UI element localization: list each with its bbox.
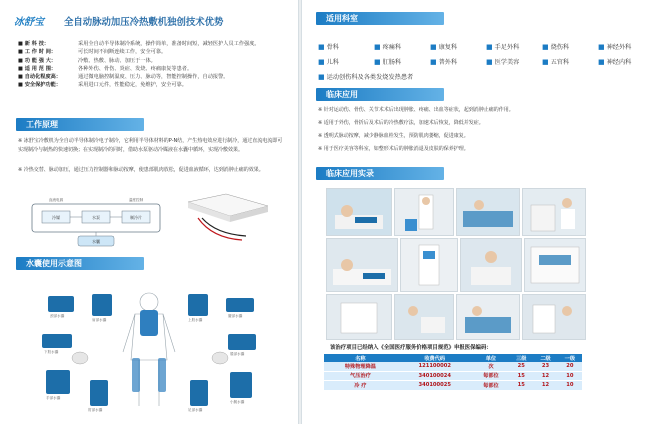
feature-item: ■ 自动化程度高： 通过微电脑控制温度、压力、脉动等，智能控制操作，自动报警。 <box>18 74 229 81</box>
clinical-photo <box>394 188 454 236</box>
dept-extra: ■ 运动创伤科及各类发烧发热患者 <box>318 73 414 81</box>
usage-label: 上肢水囊 <box>188 318 203 322</box>
clinical-para: ※ 针对运动伤、骨伤、关节术术后出现肿胀、疼痛、出血等症状，起到消肿止痛的作用。 <box>318 107 514 113</box>
clinical-photo <box>326 294 392 340</box>
right-page <box>302 0 632 424</box>
feature-item: ■ 安全保护功能： 采用进口元件，性能稳定，免维护，安全可靠。 <box>18 82 187 89</box>
usage-label: 膝部水囊 <box>230 352 245 356</box>
fee-table <box>324 354 582 391</box>
clinical-heading: 临床应用 <box>316 88 444 101</box>
dept-row <box>318 40 632 55</box>
left-page <box>0 0 298 424</box>
usage-label: 手部水囊 <box>46 396 61 400</box>
clinical-para: ※ 透明式脉动按摩，减少静脉血栓发生，预防肌肉萎缩，促进康复。 <box>318 133 469 139</box>
fee-header: 收费代码 <box>397 354 473 362</box>
fee-row: 气压治疗 340100024 每部位 15 12 10 <box>324 371 582 381</box>
dept-item: ■ 手足外科 <box>486 43 520 51</box>
photos-heading: 临床应用实录 <box>316 167 444 180</box>
clinical-photo <box>522 188 586 236</box>
clinical-photo <box>524 238 586 292</box>
clinical-para: ※ 用于医疗美容等科室，如整形术后的肿胀消退及皮肤的保养护理。 <box>318 146 469 152</box>
feature-item: ■ 适 用 范 围： 各种外伤、骨伤、炎症、发烧、疼痛康复等患者。 <box>18 65 193 72</box>
peltier-module-photo <box>182 188 282 250</box>
dept-heading: 适用科室 <box>316 12 444 25</box>
dept-item: ■ 神经内科 <box>598 58 632 66</box>
usage-label: 腰部水囊 <box>228 314 243 318</box>
clinical-photo <box>394 294 454 340</box>
usage-heading: 水囊使用示意图 <box>16 257 144 270</box>
usage-label: 肘部水囊 <box>88 408 103 412</box>
dept-item: ■ 普外科 <box>430 58 458 66</box>
dept-item: ■ 烧伤科 <box>542 43 570 51</box>
fee-header-row <box>324 354 582 362</box>
dept-item: ■ 疼痛科 <box>374 43 402 51</box>
feature-item: ■ 新 科 技： 采用全自动半导体制冷系统，操作简单，准备时间短，减轻医护人员工作强度。 <box>18 41 260 47</box>
dept-list <box>318 40 632 85</box>
fee-header: 二级 <box>533 354 557 362</box>
feature-item: ■ 功 能 强 大： 冷敷、热敷、脉动、加压于一体。 <box>18 57 156 64</box>
principle-diagram <box>22 192 170 250</box>
diagram-label: 制冷片 <box>130 215 142 220</box>
usage-label: 肩部水囊 <box>92 318 107 322</box>
diagram-label: 水囊 <box>92 239 100 244</box>
fee-header: 一级 <box>558 354 582 362</box>
dept-item: ■ 康复科 <box>430 43 458 51</box>
usage-label: 颈部水囊 <box>50 314 65 318</box>
usage-label: 下肢水囊 <box>44 350 59 354</box>
left-title-row <box>12 12 294 30</box>
usage-label: 小腿水囊 <box>230 400 245 404</box>
fee-header: 名称 <box>324 354 397 362</box>
usage-label: 足部水囊 <box>188 408 203 412</box>
dept-item: ■ 医学美容 <box>486 58 520 66</box>
diagram-label: 冷媒 <box>52 215 60 220</box>
diagram-label: 直流电源 <box>48 198 64 202</box>
brand-logo: 冰舒宝 <box>14 17 44 28</box>
diagram-label: 水泵 <box>92 215 100 220</box>
clinical-photo <box>326 238 398 292</box>
dept-item: ■ 五官科 <box>542 58 570 66</box>
clinical-photo <box>400 238 458 292</box>
fee-title: 该治疗项目已经纳入《全国医疗服务价格项目规范》申报医保编码： <box>330 345 492 351</box>
clinical-photo <box>456 188 520 236</box>
feature-list <box>18 40 288 90</box>
principle-text-1: ※ 冰舒宝冷敷机为全自动半导体制冷电子制冷，它利用半导体材料的P-N结，产生热电效应进行制冷，通过直流电流即可实现制冷与制热的快速切换；在实现制冷的同时，借助水泵驱动冷媒液在水囊中循环，实现冷敷效果。 <box>18 138 283 153</box>
clinical-para: ※ 适用于外伤，骨折后及术后的冷热敷疗法，加速术后恢复，降低并发症。 <box>318 120 484 126</box>
water-bag-usage-diagram <box>20 276 278 420</box>
fee-header: 单位 <box>473 354 509 362</box>
fee-row: 冷 疗 340100025 每部位 15 12 10 <box>324 381 582 391</box>
dept-item: ■ 儿科 <box>318 58 339 66</box>
principle-heading: 工作原理 <box>16 118 144 131</box>
fee-header: 三级 <box>509 354 533 362</box>
diagram-label: 温度控制 <box>128 198 144 202</box>
clinical-photo <box>460 238 522 292</box>
fee-row: 特殊物理降温 121100002 次 25 23 20 <box>324 362 582 371</box>
dept-row <box>318 55 632 70</box>
clinical-photo <box>522 294 586 340</box>
feature-item: ■ 工 作 时 间： 可长时间不间断连续工作，安全可靠。 <box>18 49 167 56</box>
clinical-photo <box>456 294 520 340</box>
headline: 全自动脉动加压冷热敷机独创技术优势 <box>64 17 224 28</box>
clinical-photo <box>326 188 392 236</box>
dept-item: ■ 神经外科 <box>598 43 632 51</box>
principle-text-2: ※ 冷热交替、脉动加压，通过压力控制器和脉动按摩，使患部肌肉放松，促进血液循环，达到消肿止痛的效果。 <box>18 167 264 173</box>
dept-item: ■ 肛肠科 <box>374 58 402 66</box>
dept-item: ■ 骨科 <box>318 43 339 51</box>
